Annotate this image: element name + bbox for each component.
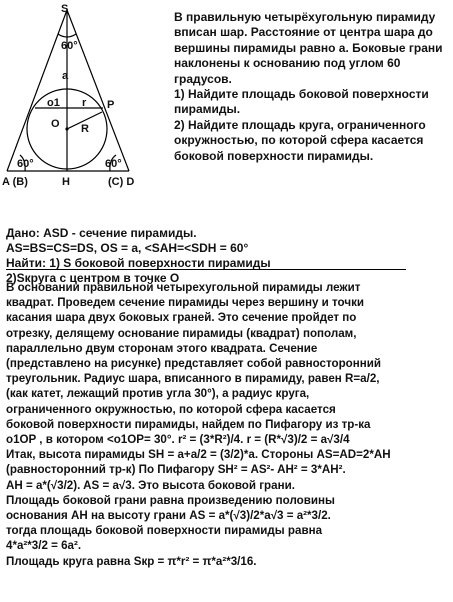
solution-line: ограниченного окружностью, по которой сфера касается [6,402,336,416]
given-line: AS=BS=CS=DS, OS = a, <SAH=<SDH = 60° [6,241,249,255]
solution-line: касания шара двух боковых граней. Это сечение пройдет по [6,311,357,325]
divider [6,269,406,270]
solution-line: основания АН на высоту грани AS = a*(√3)/2*a√3 = a²*3/2. [6,509,331,523]
solution-line: треугольник. Радиус шара, вписанного в пирамиду, равен R=a/2, [6,372,380,386]
solution-line: AH = a*(√3/2). AS = a√3. Это высота боковой грани. [6,478,295,492]
label-angle-top: 60° [61,40,78,52]
label-P: P [107,99,115,111]
label-a: a [62,70,69,82]
solution-line: отрезку, делящему основание пирамиды (квадрат) пополам, [6,326,357,340]
find-line: Найти: 1) S боковой поверхности пирамиды [6,256,271,270]
label-R: R [81,123,89,135]
solution-line: (равносторонний тр-к) По Пифагору SH² = AS²- AH² = 3*AH². [6,463,346,477]
solution-line: боковой поверхности пирамиды, найдем по Пифагору из тр-ка [6,417,371,431]
solution-line: тогда площадь боковой поверхности пирамиды равна [6,524,323,538]
solution-line: Итак, высота пирамиды SH = a+a/2 = (3/2)*a. Стороны AS=AD=2*AH [6,448,391,462]
solution-line: В основании правильной четырехугольной пирамиды лежит [6,281,361,294]
label-angle-left: 60° [17,158,34,170]
problem-text: В правильную четырёхугольную пирамиду вписан шар. Расстояние от центра шара до вершины пирамиды равно а. Боковые грани наклонены к основанию под углом 60 градусов. [174,10,443,86]
solution-line: квадрат. Проведем сечение пирамиды через вершину и точки [6,296,365,310]
label-S: S [61,3,69,15]
solution-line: Площадь боковой грани равна произведению половины [6,493,335,507]
problem-statement [174,10,450,164]
find-line: 2)Sкруга с центром в точке О [6,271,180,285]
label-C: (C) D [108,176,135,188]
label-o1: o1 [47,97,60,109]
solution-line: (как катет, лежащий против угла 30°), а радиус круга, [6,387,310,401]
solution-line: 4*a²*3/2 = 6a². [6,539,82,553]
label-A: A (B) [2,176,28,188]
solution-block [6,280,450,569]
solution-line: (представлено на рисунке) представляет собой равносторонний [6,357,382,371]
label-r: r [82,97,87,109]
label-H: H [62,176,70,188]
solution-line: o1OP , в котором <o1OP= 30°. r² = (3*R²)/4. r = (R*√3)/2 = a√3/4 [6,433,350,447]
solution-line: параллельно двум сторонам этого квадрата. Сечение [6,341,318,355]
pyramid-section-figure [0,0,175,192]
question-2: 2) Найдите площадь круга, ограниченного окружностью, по которой сфера касается боковой поверхности пирамиды. [174,117,426,163]
given-block [6,226,271,286]
label-angle-right: 60° [105,158,122,170]
point-O [65,127,68,130]
label-O: O [51,118,60,130]
given-line: Дано: ASD - сечение пирамиды. [6,226,197,240]
solution-line: Площадь круга равна Sкр = π*r² = π*a²*3/16. [6,554,257,568]
question-1: 1) Найдите площадь боковой поверхности пирамиды. [174,87,429,117]
